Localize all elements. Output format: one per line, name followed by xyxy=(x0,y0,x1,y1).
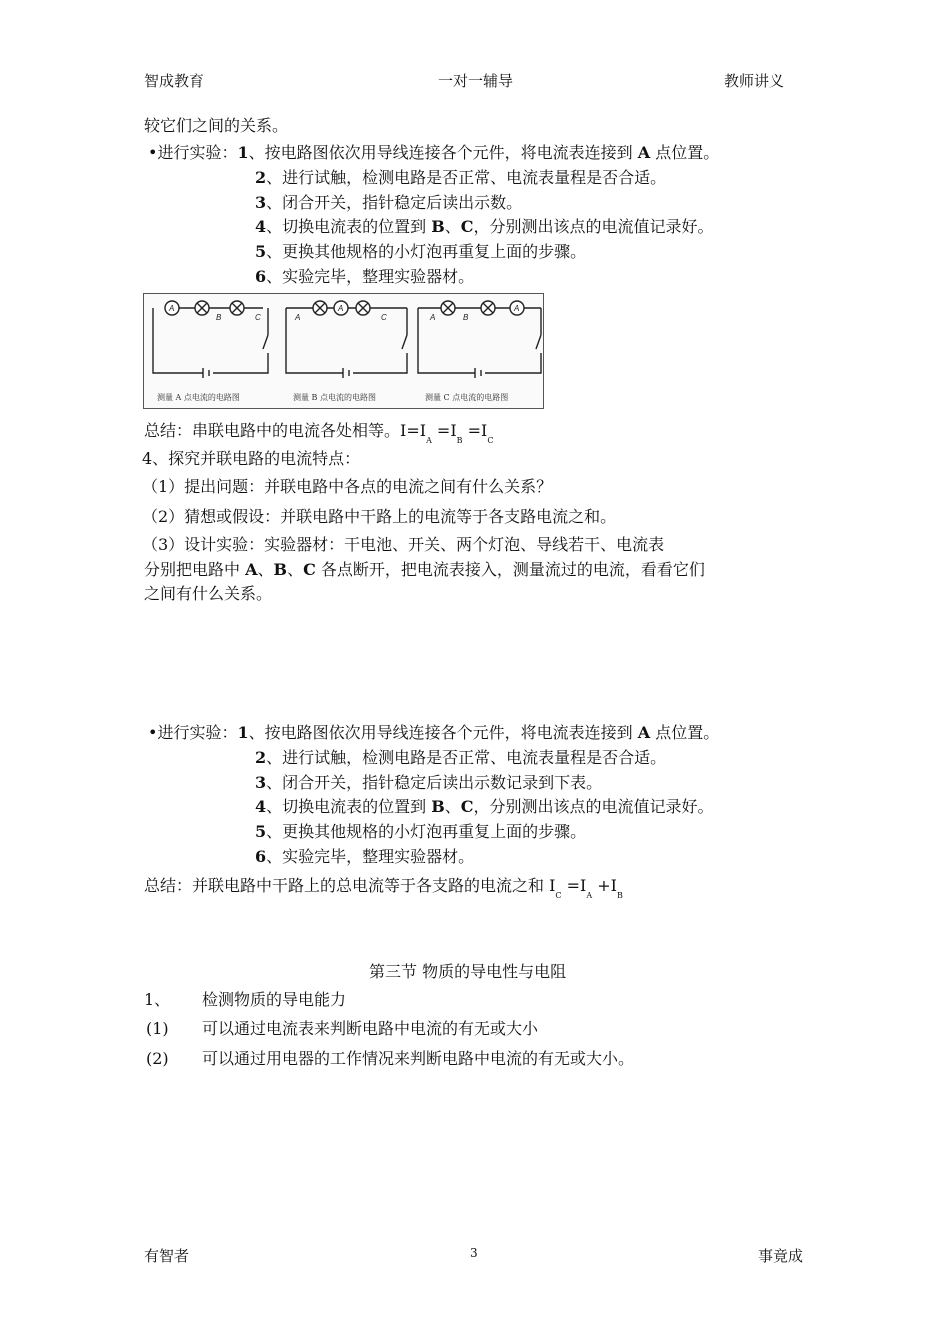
bullet-label: •进行实验： xyxy=(148,143,238,162)
step-num: 5 xyxy=(255,822,267,841)
header-right: 教师讲义 xyxy=(724,72,785,90)
subscript: A xyxy=(426,436,432,445)
section-title: 第三节 物质的导电性与电阻 xyxy=(369,962,567,981)
step-text: 、更换其他规格的小灯泡再重复上面的步骤。 xyxy=(266,242,587,261)
step-text: 、闭合开关，指针稳定后读出示数。 xyxy=(266,193,523,212)
header-center: 一对一辅导 xyxy=(438,72,514,90)
step-text: ，分别测出该点的电流值记录好。 xyxy=(473,797,714,816)
step-num: 4 xyxy=(255,797,267,816)
footer-right: 事竟成 xyxy=(758,1247,804,1265)
desc-text: 分别把电路中 xyxy=(144,560,246,579)
step-text: 、进行试触，检测电路是否正常、电流表量程是否合适。 xyxy=(266,748,667,767)
subscript: C xyxy=(555,891,562,900)
series-step-6 xyxy=(255,267,474,287)
equation-part: =I xyxy=(561,876,587,895)
step-num: 3 xyxy=(255,773,267,792)
point-c-label: C xyxy=(255,313,261,322)
ammeter-label: A xyxy=(338,304,344,313)
separator: 、 xyxy=(444,217,461,236)
series-summary xyxy=(144,421,493,444)
parallel-q3: （3）设计实验：实验器材：干电池、开关、两个灯泡、导线若干、电流表 xyxy=(142,535,665,554)
parallel-q1: （1）提出问题：并联电路中各点的电流之间有什么关系？ xyxy=(142,477,553,496)
desc-text: 各点断开，把电流表接入，测量流过的电流，看看它们 xyxy=(315,560,705,579)
subscript: C xyxy=(487,436,494,445)
step-text: 、实验完毕，整理实验器材。 xyxy=(266,847,475,866)
step-text: 点位置。 xyxy=(650,143,720,162)
parallel-step-6 xyxy=(255,847,474,867)
point-a-label: A xyxy=(430,313,436,322)
parallel-step-3 xyxy=(255,773,602,793)
step-text: 、实验完毕，整理实验器材。 xyxy=(266,267,475,286)
series-step-5 xyxy=(255,242,586,262)
parallel-summary xyxy=(144,876,623,899)
step-text: 、按电路图依次用导线连接各个元件，将电流表连接到 xyxy=(248,143,638,162)
equation-part: =I xyxy=(431,421,457,440)
point-c-label: C xyxy=(381,313,387,322)
step-text: ，分别测出该点的电流值记录好。 xyxy=(473,217,714,236)
footer-left: 有智者 xyxy=(144,1247,190,1265)
point-b-label: B xyxy=(216,313,222,322)
series-step-3 xyxy=(255,193,522,213)
series-step-4 xyxy=(255,217,714,237)
point-label: B xyxy=(273,560,288,579)
step-text: 、进行试触，检测电路是否正常、电流表量程是否合适。 xyxy=(266,168,667,187)
point-label: C xyxy=(303,560,316,579)
ammeter-label: A xyxy=(169,304,175,313)
step-num: 2 xyxy=(255,748,267,767)
point-label: C xyxy=(460,797,474,816)
equation-part: +I xyxy=(592,876,617,895)
step-num: 1 xyxy=(237,723,249,742)
point-label: A xyxy=(637,143,651,162)
point-a-label: A xyxy=(295,313,301,322)
caption-c: 测量 C 点电流的电路图 xyxy=(425,393,509,402)
parallel-desc-2: 之间有什么关系。 xyxy=(144,584,273,603)
section-item-2-num: (1) xyxy=(146,1019,169,1038)
step-num: 4 xyxy=(255,217,267,236)
subscript: B xyxy=(456,436,463,445)
parallel-step-4 xyxy=(255,797,714,817)
section-item-1: 检测物质的导电能力 xyxy=(202,990,347,1009)
separator: 、 xyxy=(444,797,461,816)
parallel-step-1 xyxy=(148,723,719,743)
header-left: 智成教育 xyxy=(144,72,205,90)
ammeter-label: A xyxy=(514,304,520,313)
subscript: A xyxy=(586,891,593,900)
step-num: 6 xyxy=(255,847,267,866)
section-item-3-num: (2) xyxy=(146,1049,169,1068)
step-text: 、切换电流表的位置到 xyxy=(266,217,432,236)
point-label: B xyxy=(431,797,445,816)
parallel-step-5 xyxy=(255,822,586,842)
point-label: A xyxy=(245,560,258,579)
point-label: B xyxy=(431,217,445,236)
step-text: 、按电路图依次用导线连接各个元件，将电流表连接到 xyxy=(248,723,638,742)
series-circuit-figure xyxy=(143,293,544,409)
step-num: 5 xyxy=(255,242,267,261)
caption-a: 测量 A 点电流的电路图 xyxy=(157,393,240,402)
page-number: 3 xyxy=(470,1246,478,1260)
bullet-label: •进行实验： xyxy=(148,723,238,742)
subscript: B xyxy=(616,891,623,900)
separator: 、 xyxy=(257,560,274,579)
step-num: 3 xyxy=(255,193,267,212)
series-step-2 xyxy=(255,168,666,188)
summary-text: 总结：并联电路中干路上的总电流等于各支路的电流之和 I xyxy=(144,876,556,895)
step-text: 、切换电流表的位置到 xyxy=(266,797,432,816)
parallel-step-2 xyxy=(255,748,666,768)
step-num: 1 xyxy=(237,143,249,162)
separator: 、 xyxy=(287,560,304,579)
intro-line: 较它们之间的关系。 xyxy=(144,116,289,135)
equation-part: =I xyxy=(462,421,488,440)
parallel-heading: 4、探究并联电路的电流特点： xyxy=(142,449,361,468)
caption-b: 测量 B 点电流的电路图 xyxy=(293,393,376,402)
section-item-1-num: 1、 xyxy=(144,990,171,1009)
parallel-q2: （2）猜想或假设：并联电路中干路上的电流等于各支路电流之和。 xyxy=(142,507,617,526)
point-label: A xyxy=(637,723,651,742)
point-label: C xyxy=(460,217,474,236)
step-num: 2 xyxy=(255,168,267,187)
step-text: 、更换其他规格的小灯泡再重复上面的步骤。 xyxy=(266,822,587,841)
section-item-3: 可以通过用电器的工作情况来判断电路中电流的有无或大小。 xyxy=(202,1049,635,1068)
point-b-label: B xyxy=(463,313,469,322)
step-text: 点位置。 xyxy=(650,723,720,742)
summary-text: 总结：串联电路中的电流各处相等。I=I xyxy=(144,421,427,440)
parallel-desc-1 xyxy=(144,560,705,580)
section-item-2: 可以通过电流表来判断电路中电流的有无或大小 xyxy=(202,1019,539,1038)
step-num: 6 xyxy=(255,267,267,286)
step-text: 、闭合开关，指针稳定后读出示数记录到下表。 xyxy=(266,773,603,792)
series-step-1 xyxy=(148,143,719,163)
